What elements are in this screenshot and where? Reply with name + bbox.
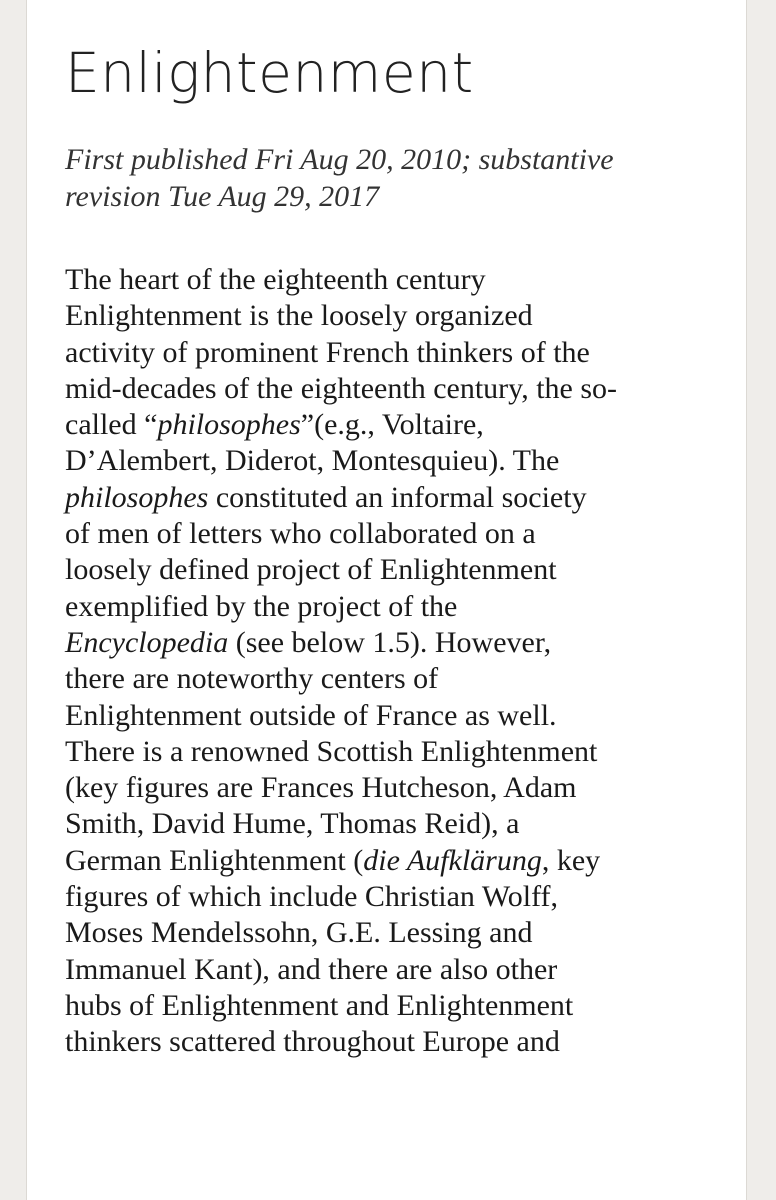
emphasis-philosophes: philosophes [157,408,301,442]
emphasis-die-aufklarung: die Aufklärung [363,843,542,877]
paragraph-text: called “ [65,408,158,442]
paragraph-line [65,480,745,516]
paragraph-line [65,625,745,661]
paragraph-line: figures of which include Christian Wolff, [65,880,559,914]
paragraph-line [65,843,745,879]
paragraph-line: thinkers scattered throughout Europe and [65,1025,560,1059]
paragraph-line: The heart of the eighteenth century [65,263,486,296]
page-title: Enlightenment [65,41,474,105]
paragraph-line: of men of letters who collaborated on a [65,517,536,551]
preamble-paragraph [65,262,745,1061]
publication-info-line-2: revision Tue Aug 29, 2017 [65,180,380,213]
publication-info [65,141,745,215]
paragraph-text: ”(e.g., Voltaire, [300,408,484,442]
paragraph-line: Smith, David Hume, Thomas Reid), a [65,807,520,841]
article-card [26,0,747,1200]
paragraph-line: There is a renowned Scottish Enlightenment [65,734,598,768]
paragraph-line: exemplified by the project of the [65,589,458,623]
paragraph-line: there are noteworthy centers of [65,662,439,696]
paragraph-line: Moses Mendelssohn, G.E. Lessing and [65,916,533,950]
paragraph-line: hubs of Enlightenment and Enlightenment [65,988,574,1022]
paragraph-line: Enlightenment outside of France as well. [65,698,557,732]
paragraph-line: Immanuel Kant), and there are also other [65,952,558,986]
paragraph-text: (see below 1.5). However, [228,625,552,659]
paragraph-line: (key figures are Frances Hutcheson, Adam [65,771,577,805]
paragraph-text: constituted an informal society [208,480,587,514]
paragraph-line: loosely defined project of Enlightenment [65,553,557,587]
paragraph-line: activity of prominent French thinkers of the [65,335,590,369]
paragraph-line: mid-decades of the eighteenth century, the so- [65,371,618,405]
paragraph-text: German Enlightenment ( [65,843,364,877]
paragraph-line: Enlightenment is the loosely organized [65,299,533,333]
publication-info-line-1: First published Fri Aug 20, 2010; substantive [65,143,614,176]
paragraph-line: D’Alembert, Diderot, Montesquieu). The [65,444,560,478]
paragraph-line [65,407,745,443]
paragraph-text: , key [541,843,601,877]
emphasis-philosophes: philosophes [65,480,209,514]
emphasis-encyclopedia: Encyclopedia [65,625,229,659]
